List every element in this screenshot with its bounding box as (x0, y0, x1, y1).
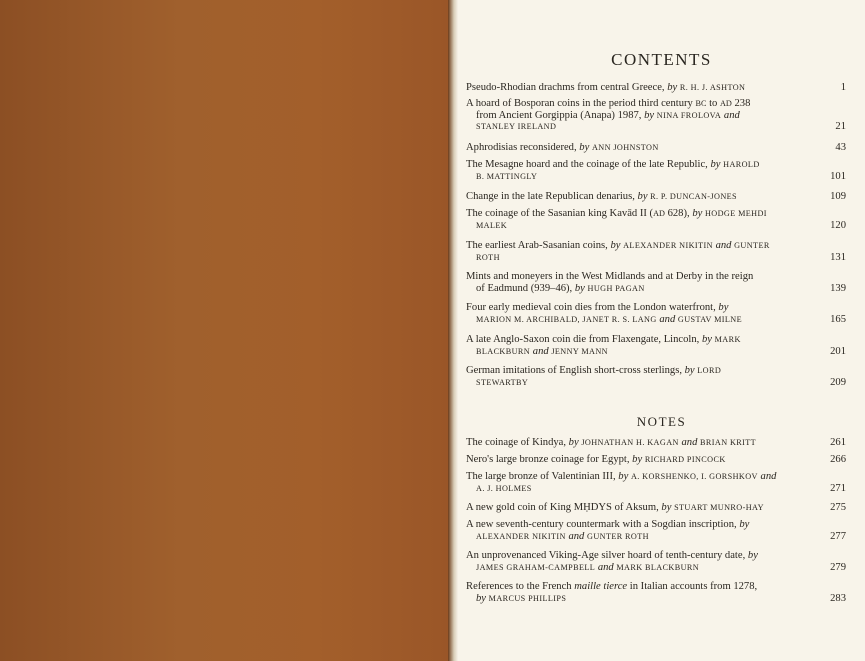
page-number: 21 (835, 121, 846, 133)
contents-page (458, 0, 865, 661)
contents-entry-8: Mints and moneyers in the West Midlands and at Derby in the reign of Eadmund (939–46), by HUGH PAGAN 139 (466, 271, 846, 294)
page-number: 165 (830, 313, 846, 325)
contents-entry-2: A hoard of Bosporan coins in the period third century BC to AD 238 from Ancient Gorgippia (Anapa) 1987, by NINA FROLOVA and STANLEY IRELAND 21 (466, 98, 846, 133)
contents-entry-4: The Mesagne hoard and the coinage of the late Republic, by HAROLD B. MATTINGLY 101 (466, 159, 846, 182)
page-number: 1 (840, 82, 846, 93)
page-number: 120 (830, 219, 846, 231)
contents-heading: CONTENTS (611, 50, 712, 69)
page-number: 283 (830, 592, 846, 604)
page-number: 261 (830, 437, 846, 448)
notes-heading: NOTES (636, 414, 687, 429)
book-gutter (448, 0, 458, 661)
contents-entry-10: A late Anglo-Saxon coin die from Flaxengate, Lincoln, by MARK BLACKBURN and JENNY MANN 201 (466, 334, 846, 357)
notes-entry-5: A new seventh-century countermark with a Sogdian inscription, by ALEXANDER NIKITIN and GUNTER ROTH 277 (466, 519, 846, 542)
page-number: 139 (830, 282, 846, 294)
contents-entry-3: Aphrodisias reconsidered, by ANN JOHNSTON 43 (466, 142, 846, 153)
contents-entry-5: Change in the late Republican denarius, by R. P. DUNCAN-JONES 109 (466, 191, 846, 202)
contents-entry-1: Pseudo-Rhodian drachms from central Greece, by R. H. J. ASHTON 1 (466, 82, 846, 93)
page-number: 277 (830, 530, 846, 542)
contents-entry-11: German imitations of English short-cross sterlings, by LORD STEWARTBY 209 (466, 365, 846, 388)
notes-entry-3: The large bronze of Valentinian III, by A. KORSHENKO, I. GORSHKOV and A. J. HOLMES 271 (466, 471, 846, 494)
page-number: 266 (830, 454, 846, 465)
page-number: 209 (830, 376, 846, 388)
notes-entry-6: An unprovenanced Viking-Age silver hoard of tenth-century date, by JAMES GRAHAM-CAMPBELL and MARK BLACKBURN 279 (466, 550, 846, 573)
page-number: 131 (830, 251, 846, 263)
page-number: 275 (830, 502, 846, 513)
contents-entry-6: The coinage of the Sasanian king Kavād II (AD 628), by HODGE MEHDI MALEK 120 (466, 208, 846, 231)
contents-entry-9: Four early medieval coin dies from the London waterfront, by MARION M. ARCHIBALD, JANET R. S. LANG and GUSTAV MILNE 165 (466, 302, 846, 325)
page-number: 109 (830, 191, 846, 202)
page-number: 271 (830, 482, 846, 494)
notes-entry-1: The coinage of Kindya, by JOHNATHAN H. KAGAN and BRIAN KRITT 261 (466, 437, 846, 448)
notes-entry-4: A new gold coin of King MḤDYS of Aksum, by STUART MUNRO-HAY 275 (466, 502, 846, 513)
page-number: 201 (830, 345, 846, 357)
page-number: 279 (830, 561, 846, 573)
notes-entry-7: References to the French maille tierce in Italian accounts from 1278, by MARCUS PHILLIPS 283 (466, 581, 846, 604)
page-number: 43 (835, 142, 846, 153)
notes-entry-2: Nero's large bronze coinage for Egypt, by RICHARD PINCOCK 266 (466, 454, 846, 465)
page-number: 101 (830, 170, 846, 182)
contents-entry-7: The earliest Arab-Sasanian coins, by ALEXANDER NIKITIN and GUNTER ROTH 131 (466, 240, 846, 263)
